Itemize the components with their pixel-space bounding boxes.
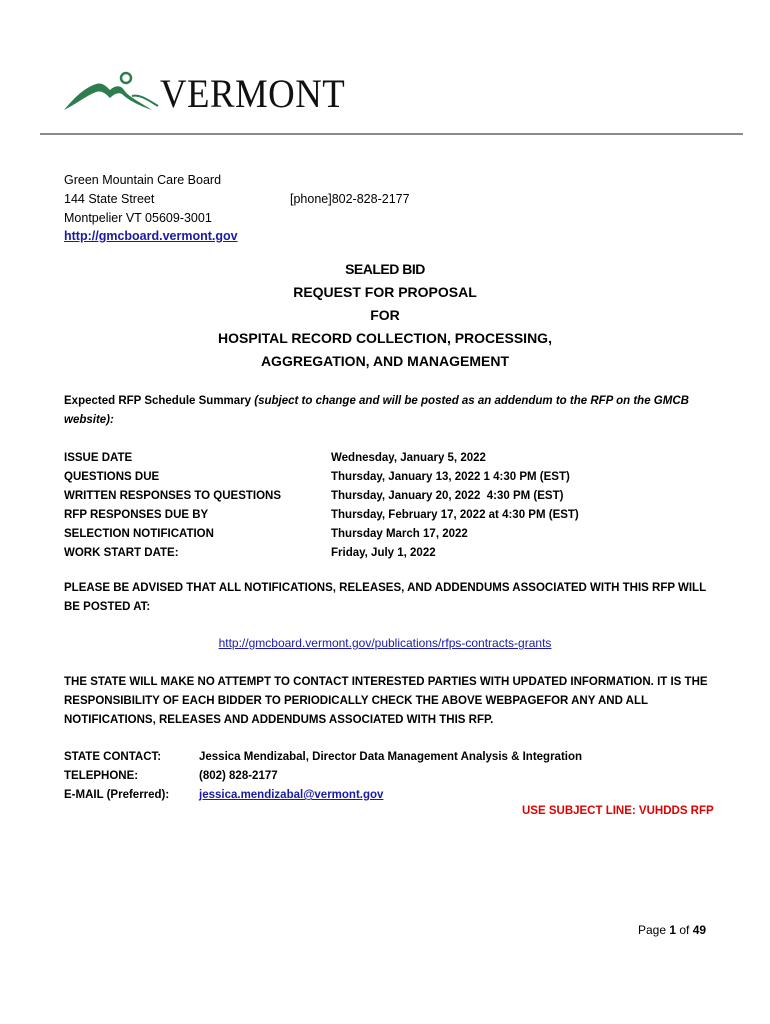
schedule-values — [331, 449, 579, 563]
page-number — [638, 923, 706, 937]
city-address: Montpelier VT 05609-3001 — [64, 211, 212, 225]
contact-values — [199, 748, 582, 805]
schedule-intro — [64, 392, 714, 430]
schedule-value: Wednesday, January 5, 2022 — [331, 452, 486, 464]
schedule-value: Thursday, February 17, 2022 at 4:30 PM (EST) — [331, 509, 579, 521]
schedule-label: WORK START DATE: — [64, 547, 179, 559]
title-line-3: FOR — [370, 307, 400, 323]
schedule-labels — [64, 449, 281, 563]
title-line-4: HOSPITAL RECORD COLLECTION, PROCESSING, — [218, 330, 552, 346]
subject-line-note: USE SUBJECT LINE: VUHDDS RFP — [522, 805, 714, 817]
state-notice: THE STATE WILL MAKE NO ATTEMPT TO CONTACT INTERESTED PARTIES WITH UPDATED INFORMATION. IT IS THE RESPONSIBILITY OF EACH BIDDER TO PERIODICALLY CHECK THE ABOVE WEBPAGEFOR ANY AND ALL NOTIFICATIONS, RELEASES AND ADDENDUMS ASSOCIATED WITH THIS RFP. — [64, 676, 708, 726]
schedule-value: Thursday March 17, 2022 — [331, 528, 468, 540]
state-contact-label: STATE CONTACT: — [64, 751, 162, 763]
rfp-url-link[interactable]: http://gmcboard.vermont.gov/publications/rfps-contracts-grants — [218, 636, 552, 650]
schedule-label: QUESTIONS DUE — [64, 471, 160, 483]
org-name: Green Mountain Care Board — [64, 173, 222, 187]
phone-number: [phone]802-828-2177 — [290, 192, 410, 206]
schedule-label: WRITTEN RESPONSES TO QUESTIONS — [64, 490, 282, 502]
website-link-row — [64, 227, 238, 246]
contact-labels — [64, 748, 169, 805]
current-page: 1 — [669, 923, 677, 937]
schedule-label: SELECTION NOTIFICATION — [64, 528, 214, 540]
page-of: of — [676, 923, 693, 937]
email-label: E-MAIL (Preferred): — [64, 789, 170, 801]
total-pages: 49 — [692, 923, 707, 937]
telephone-value: (802) 828-2177 — [199, 770, 278, 782]
mountain-icon — [62, 70, 162, 118]
schedule-value: Thursday, January 20, 2022 4:30 PM (EST) — [331, 490, 564, 502]
header-divider — [40, 133, 743, 135]
state-contact-value: Jessica Mendizabal, Director Data Management Analysis & Integration — [199, 751, 583, 763]
logo-wordmark: VERMONT — [160, 71, 346, 116]
email-link[interactable]: jessica.mendizabal@vermont.gov — [199, 789, 384, 801]
page-prefix: Page — [638, 923, 670, 937]
schedule-value: Friday, July 1, 2022 — [331, 547, 436, 559]
telephone-label: TELEPHONE: — [64, 770, 139, 782]
street-address: 144 State Street — [64, 192, 155, 206]
website-link[interactable]: http://gmcboard.vermont.gov — [64, 229, 238, 243]
title-line-5: AGGREGATION, AND MANAGEMENT — [260, 353, 510, 369]
advised-notice: PLEASE BE ADVISED THAT ALL NOTIFICATIONS, RELEASES, AND ADDENDUMS ASSOCIATED WITH THIS RFP WILL BE POSTED AT: — [64, 582, 706, 613]
title-line-2: REQUEST FOR PROPOSAL — [293, 284, 477, 300]
title-line-1: SEALED BID — [345, 261, 425, 277]
schedule-label: RFP RESPONSES DUE BY — [64, 509, 209, 521]
rfp-url-row — [0, 636, 770, 650]
schedule-label: ISSUE DATE — [64, 452, 133, 464]
schedule-intro-note: (subject to change and will be posted as an addendum to the RFP on the GMCB website): — [64, 395, 689, 426]
document-title — [0, 258, 770, 373]
schedule-intro-label: Expected RFP Schedule Summary — [64, 395, 255, 407]
schedule-value: Thursday, January 13, 2022 1 4:30 PM (EST) — [331, 471, 570, 483]
